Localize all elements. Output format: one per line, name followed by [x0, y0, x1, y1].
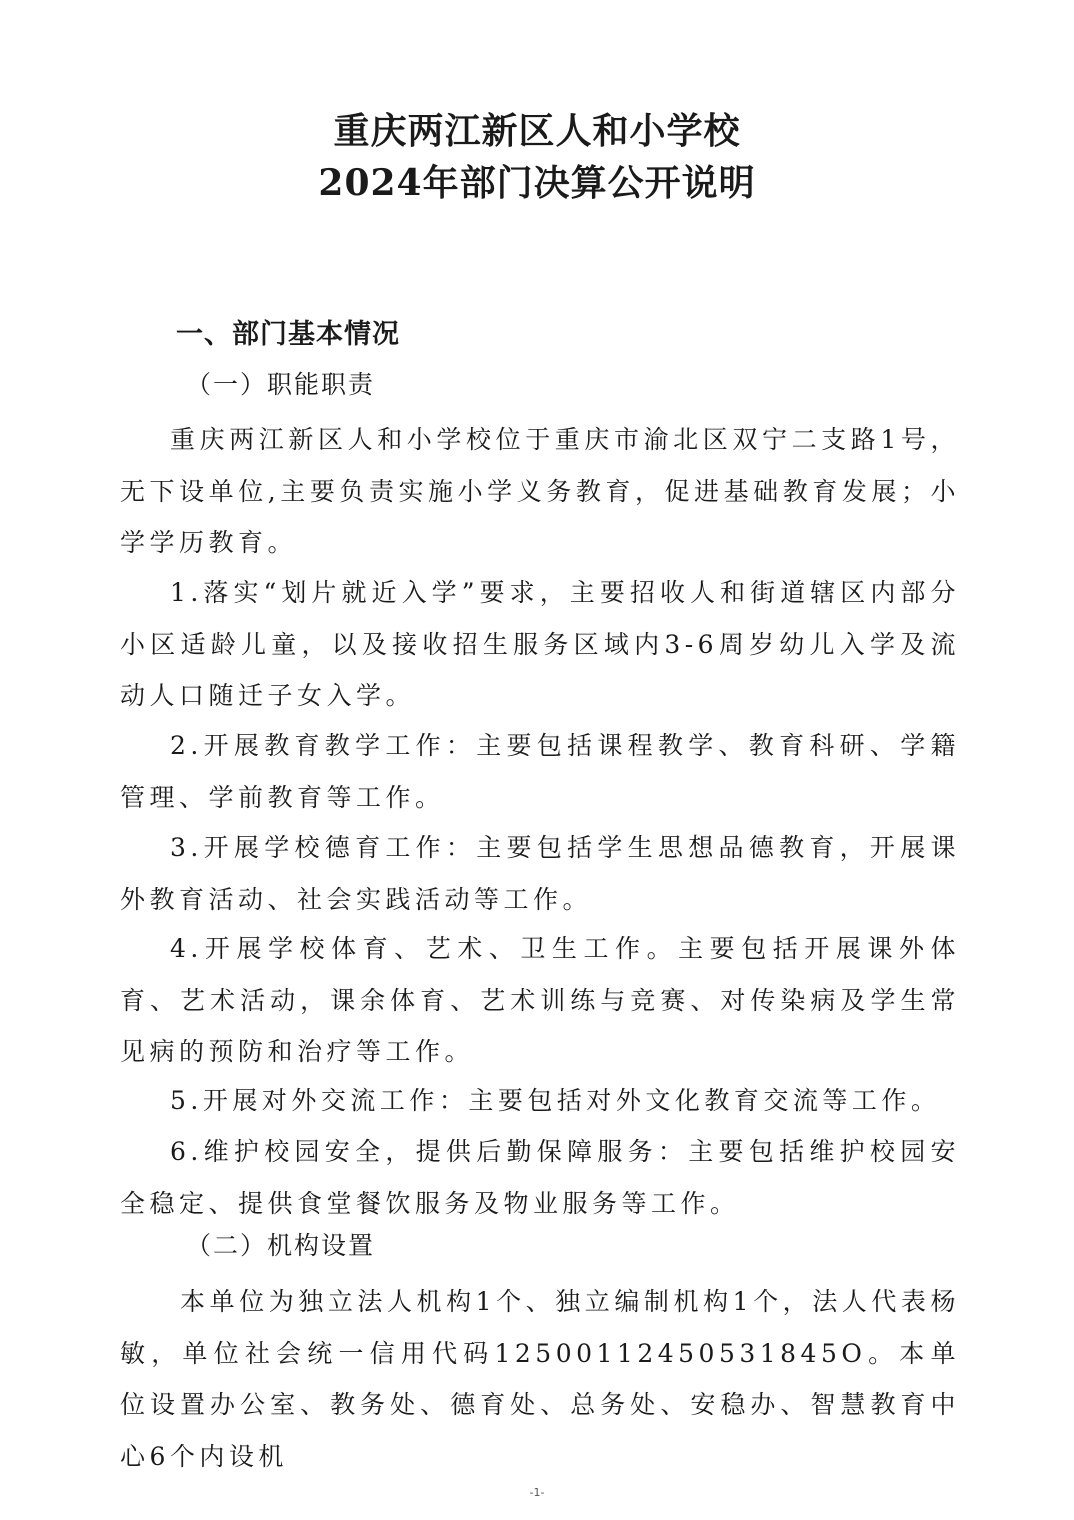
subsection-heading-organization: （二）机构设置	[186, 1231, 376, 1260]
document-title-line-1: 重庆两江新区人和小学校	[333, 110, 741, 152]
paragraph-item-6: 6.维护校园安全，提供后勤保障服务：主要包括维护校园安全稳定、提供食堂餐饮服务及物业服务等工作。	[120, 1137, 960, 1218]
paragraph-item-1: 1.落实“划片就近入学”要求，主要招收人和街道辖区内部分小区适龄儿童，以及接收招生服务区域内3-6周岁幼儿入学及流动人口随迁子女入学。	[120, 578, 960, 710]
subsection-heading-functions: （一）职能职责	[186, 370, 376, 399]
document-title-line-2: 2024年部门决算公开说明	[318, 162, 756, 204]
paragraph-item-2: 2.开展教育教学工作：主要包括课程教学、教育科研、学籍管理、学前教育等工作。	[120, 731, 960, 812]
paragraph-organization: 本单位为独立法人机构1个、独立编制机构1个，法人代表杨敏，单位社会统一信用代码12500112450531845O。本单位设置办公室、教务处、德育处、总务处、安稳办、智慧教育中心6个内设机	[120, 1287, 960, 1471]
paragraph-item-4: 4.开展学校体育、艺术、卫生工作。主要包括开展课外体育、艺术活动，课余体育、艺术训练与竞赛、对传染病及学生常见病的预防和治疗等工作。	[120, 934, 960, 1066]
paragraph-item-5: 5.开展对外交流工作：主要包括对外文化教育交流等工作。	[170, 1086, 941, 1115]
section-heading-basic-info: 一、部门基本情况	[176, 319, 400, 350]
paragraph-overview: 重庆两江新区人和小学校位于重庆市渝北区双宁二支路1号，无下设单位,主要负责实施小学义务教育，促进基础教育发展；小学学历教育。	[120, 425, 960, 557]
paragraph-item-3: 3.开展学校德育工作：主要包括学生思想品德教育，开展课外教育活动、社会实践活动等工作。	[120, 833, 960, 914]
page-number: -1-	[529, 1486, 545, 1499]
